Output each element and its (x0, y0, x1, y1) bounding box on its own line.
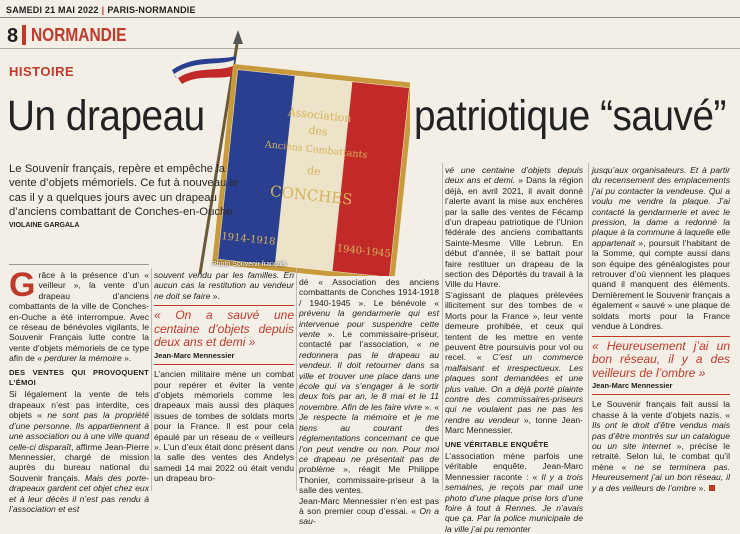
headline-part-2: patriotique “sauvé” (414, 92, 726, 140)
flag-line-5: CONCHES (269, 182, 354, 209)
column-3 (299, 277, 439, 527)
section-bar (22, 25, 26, 45)
pull-quote: « On a sauvé une centaine d’objets depuis deux ans et demi » (154, 308, 294, 350)
text-run: ». (210, 290, 220, 301)
text-run-italic: Ils ont le droit d’être vendus mais pas d’être montrés sur un catalogue ou un site internet (592, 420, 730, 452)
quote-rule (592, 394, 730, 395)
column-5 (592, 165, 730, 493)
text-run: ». (121, 353, 132, 364)
subheading: UNE VÉRITABLE ENQUÊTE (445, 439, 549, 449)
section-name: NORMANDIE (31, 25, 127, 45)
text-run: Si légalement la vente de tels drapeaux n’est pas interdite, ces objets « (9, 389, 149, 421)
photo-credit: Photo Souvenir français (212, 261, 287, 268)
header-rule (0, 17, 740, 18)
column-divider (151, 268, 152, 491)
flag-line-3: Anciens Combattants (264, 139, 368, 161)
flag-line-4: de (306, 163, 322, 179)
subheading: DES VENTES QUI PROVOQUENT L’ÉMOI (9, 367, 149, 388)
end-of-article-mark (709, 485, 715, 491)
paragraph: L’ancien militaire mène un combat pour repérer et éviter la vente d’objets mémoriels comme les drapeaux mais aussi des plaques issues de tombes de soldats morts pour la France. Il est pour cela épaulé par un réseau de « veilleurs ». L’un d’eux était donc présent dans la salle des ventes des Andelys samedi 14 mai 2022 où était vendu un drapeau bro- (154, 369, 294, 484)
text-run-italic: Mais des porte-drapeaux gardent cet objet chez eux et à leur décès il n’est pas rendu à l’association et est (9, 472, 149, 514)
text-run-italic: ne redonnera pas le drapeau au vendeur. Il doit retourner dans sa ville et trouver une place dans une école qui va s’engager à le sortir deux fois par an, le 8 mai et le 11 novembre. Afin de les faire vivre (299, 339, 439, 412)
text-run: S’agissant de plaques prélevées illicitement sur des tombes de « Morts pour la France », leur vente demeure prohibée, et ceux qui tentent de les mettre en vente peuvent être poursuivis pour vol ou recel. « (445, 289, 583, 363)
text-run-italic: Je respecte la mémoire et je me tiens au courant des réglementations concernant ce que l’on peut vendre ou non. Pour moi ce drapeau ne présentait pas de problème (299, 412, 439, 475)
text-run-italic: jusqu’aux organisateurs. Et à partir du recensement des emplacements j’ai pu contacter la vendeuse. Qui a voulu me vendre la plaque. J’ai contacté la gendarmerie et avec le pression, la dame a redonné la plaque à la commune à laquelle elle appartenait (592, 165, 730, 248)
pull-quote: « Heureusement j’ai un bon réseau, il y a des veilleurs de l’ombre » (592, 338, 730, 380)
text-run: », précise le retraité. Selon lui, le combat qu’il mène « (592, 441, 730, 472)
column-divider (296, 268, 297, 491)
text-run: Jean-Marc Mennessier n’en est pas à son premier coup d’essai. « (299, 495, 439, 516)
paragraph (299, 496, 439, 527)
quote-rule (154, 364, 294, 365)
standfirst: Le Souvenir français, repère et empêche la vente d’objets mémoriels. Ce fut à nouveau le cas il y a quelques jours avec un drapeau d’anciens combattant de Conches-en-Ouche. (9, 163, 239, 219)
text-run: », poursuit l’habitant de la Somme, qui compte aussi dans son équipe des généalogistes pour retrouver d’où viennent les plaques quand il manquent des éléments. Dernièrement le Souvenir français a également « sauvé » une plaque de soldats morts pour la France vendue à Londres. (592, 237, 730, 332)
text-run-italic: prévenu la gendarmerie qui est intervenue pour suspendre cette vente (299, 308, 439, 340)
paragraph (445, 290, 583, 436)
column-1 (9, 266, 149, 514)
text-run-italic: Il y a trois semaines, je reçois par mail une photo d’une plaque prise lors d’une foire à tout à Rennes. Je n’avais que ça. Par la police municipale de la ville j’ai pu remonter (445, 471, 584, 534)
paragraph (592, 165, 730, 332)
text-run-italic: vé une centaine d’objets depuis deux ans et demi. (445, 165, 583, 186)
text-run-italic: ne se terminera pas. Heureusement j’ai un bon réseau, il y a des veilleurs de l’ombre (592, 461, 730, 493)
byline: VIOLAINE GARGALA (9, 222, 80, 229)
text-run: dé « Association des anciens combattants de Conches 1914-1918 / 1940-1945 ». Le bénévole « (299, 277, 439, 308)
column-divider (588, 163, 589, 491)
paragraph (9, 389, 149, 514)
headline-part-1: Un drapeau (7, 92, 205, 140)
page-header (6, 5, 196, 15)
quote-author: Jean-Marc Mennessier (154, 350, 235, 360)
text-run: , affirme Jean-Pierre Mennessier, chargé de mission auprès du bureau national du Souvenir français. (9, 441, 149, 483)
quote-author: Jean-Marc Mennessier (592, 381, 673, 390)
column-divider (442, 163, 443, 491)
text-run: L’association mène parfois une véritable enquête. Jean-Marc Mennessier raconte : « (445, 450, 583, 482)
quote-rule (592, 336, 730, 337)
newspaper-name: PARIS-NORMANDIE (107, 5, 196, 15)
flag-line-1: Association (287, 105, 353, 126)
byline-rule (9, 264, 149, 265)
flag-year-right: 1940-1945 (336, 243, 392, 260)
paragraph (154, 270, 294, 301)
paragraph (445, 165, 583, 290)
column-4 (445, 165, 583, 534)
flag-cloth (215, 67, 410, 276)
text-run-italic: perdurer la mémoire (44, 353, 122, 364)
text-run: ». (696, 482, 706, 493)
header-separator: | (101, 5, 105, 15)
text-run-italic: On a sau- (299, 505, 439, 527)
paragraph (9, 266, 149, 364)
text-run: » Dans la région déjà, en avril 2021, il avait donné l’alerte avant la mise aux enchères par la salle des ventes de Fécamp d’un drapeau patriotique de l’Union fédérale des anciens combattants Sainte-Mesme Ville Lebrun. En début d’année, il se battait pour faire restituer un drapeau de la section des Déportés du travail à la Ville du Havre. (445, 175, 583, 290)
text-run-italic: C’est un commerce malfaisant et irrespectueux. Les plaques sont demandées et une plus value. On a déjà porté plainte contre des commissaires-priseurs qui ne voulaient pas ne pas les rendre au vendeur (445, 352, 584, 425)
text-run-italic: souvent vendu par les familles. En aucun cas la restitution au vendeur ne doit se faire (154, 270, 294, 301)
page-number: 8 (7, 25, 19, 47)
flag-photo (160, 26, 410, 276)
paragraph (445, 451, 583, 534)
text-run: râce à la présence d’un « veilleur », la vente d’un drapeau d’anciens combattants de la ville de Conches-en-Ouche a été interrompue. Avec ce réseau de bénévoles vigilants, le Souvenir Français lutte contre la vente d’objets mémoriels de ce type afin de « (9, 270, 149, 364)
paragraph (592, 399, 730, 493)
issue-date: SAMEDI 21 MAI 2022 (6, 5, 99, 15)
flag-year-left: 1914-1918 (220, 231, 276, 248)
quote-rule (154, 305, 294, 306)
text-run: ». Le commissaire-priseur, contacté par l’association, « (299, 329, 439, 350)
drop-cap: G (9, 266, 36, 304)
column-2 (154, 270, 294, 484)
text-run: », réagit Me Philippe Thonier, commissaire-priseur à la salle des ventes. (299, 464, 439, 496)
flag-line-2: des (307, 123, 329, 139)
paragraph (299, 277, 439, 496)
text-run: », tonne Jean-Marc Mennessier. (445, 414, 583, 436)
text-run-italic: ne sont pas la propriété d’une personne. Ils appartiennent à une association ou à une ville quand celle-ci disparaît (9, 410, 149, 452)
rubric-label: HISTOIRE (9, 64, 75, 79)
text-run: Le Souvenir français fait aussi la chasse à la vente d’objets nazis. « (592, 399, 730, 420)
flag-pole-tip (233, 30, 243, 44)
text-run: ». « (422, 401, 439, 412)
